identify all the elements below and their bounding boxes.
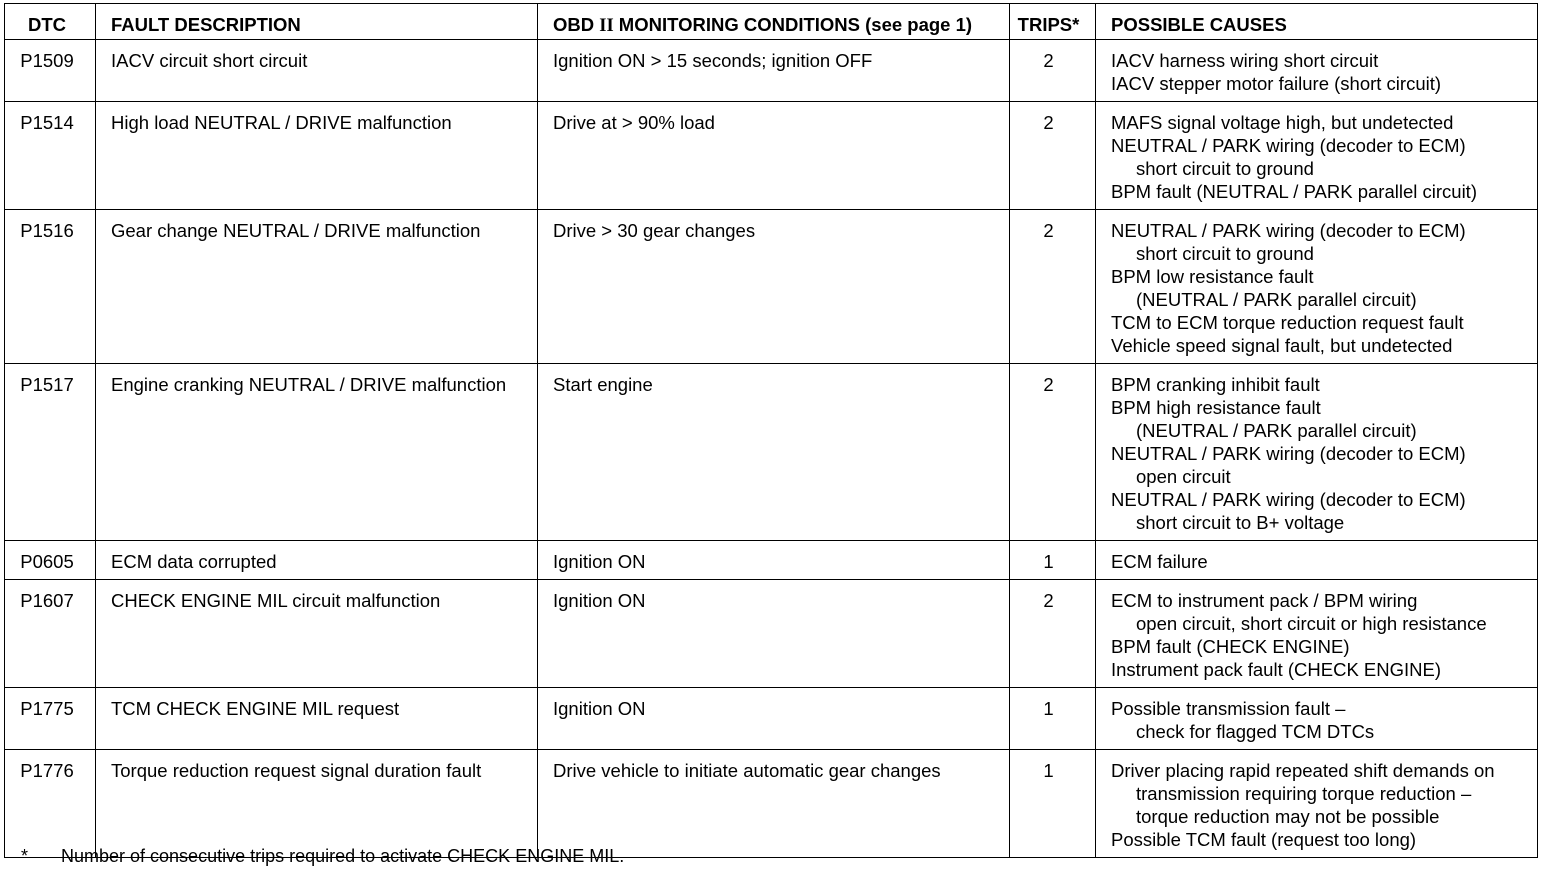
cause-line: short circuit to ground xyxy=(1136,243,1314,264)
table-row xyxy=(5,541,1538,580)
table-header xyxy=(5,4,1538,40)
cause-line: Instrument pack fault (CHECK ENGINE) xyxy=(1111,659,1442,680)
dtc-table xyxy=(4,3,1538,858)
trips-count: 1 xyxy=(1010,750,1096,858)
dtc-code: P1516 xyxy=(5,210,96,364)
cause-line: BPM cranking inhibit fault xyxy=(1111,374,1320,395)
monitoring-conditions: Drive vehicle to initiate automatic gear changes xyxy=(538,750,1010,858)
header-row xyxy=(5,4,1538,40)
header-trips: TRIPS* xyxy=(1010,4,1096,40)
fault-description: IACV circuit short circuit xyxy=(96,40,538,102)
header-obd-prefix: OBD xyxy=(553,14,600,35)
cause-line: NEUTRAL / PARK wiring (decoder to ECM) xyxy=(1111,443,1466,464)
fault-description: CHECK ENGINE MIL circuit malfunction xyxy=(96,580,538,688)
table-row xyxy=(5,40,1538,102)
footnote-text: Number of consecutive trips required to activate CHECK ENGINE MIL. xyxy=(61,846,625,866)
cause-line: Driver placing rapid repeated shift demands on xyxy=(1111,760,1495,781)
cause-line: BPM fault (NEUTRAL / PARK parallel circuit) xyxy=(1111,181,1477,202)
cause-line: NEUTRAL / PARK wiring (decoder to ECM) xyxy=(1111,220,1466,241)
possible-causes xyxy=(1096,541,1538,580)
cause-line: Possible TCM fault (request too long) xyxy=(1111,829,1417,850)
fault-description: Torque reduction request signal duration fault xyxy=(96,750,538,858)
table-row xyxy=(5,580,1538,688)
table-row xyxy=(5,750,1538,858)
monitoring-conditions: Ignition ON xyxy=(538,688,1010,750)
table-body xyxy=(5,40,1538,858)
cause-line: NEUTRAL / PARK wiring (decoder to ECM) xyxy=(1111,135,1466,156)
fault-description: Engine cranking NEUTRAL / DRIVE malfunction xyxy=(96,364,538,541)
dtc-code: P1776 xyxy=(5,750,96,858)
table-row xyxy=(5,210,1538,364)
table-row xyxy=(5,688,1538,750)
dtc-code: P1517 xyxy=(5,364,96,541)
possible-causes xyxy=(1096,102,1538,210)
cause-line: IACV harness wiring short circuit xyxy=(1111,50,1379,71)
monitoring-conditions: Start engine xyxy=(538,364,1010,541)
cause-line: open circuit, short circuit or high resistance xyxy=(1136,613,1487,634)
cause-line: BPM fault (CHECK ENGINE) xyxy=(1111,636,1350,657)
monitoring-conditions: Ignition ON xyxy=(538,580,1010,688)
header-possible-causes: POSSIBLE CAUSES xyxy=(1096,4,1538,40)
dtc-code: P1514 xyxy=(5,102,96,210)
dtc-code: P1509 xyxy=(5,40,96,102)
fault-description: Gear change NEUTRAL / DRIVE malfunction xyxy=(96,210,538,364)
possible-causes xyxy=(1096,750,1538,858)
cause-line: Vehicle speed signal fault, but undetected xyxy=(1111,335,1453,356)
trips-count: 2 xyxy=(1010,40,1096,102)
dtc-code: P1607 xyxy=(5,580,96,688)
possible-causes xyxy=(1096,364,1538,541)
cause-line: (NEUTRAL / PARK parallel circuit) xyxy=(1136,420,1417,441)
trips-count: 2 xyxy=(1010,210,1096,364)
cause-line: short circuit to ground xyxy=(1136,158,1314,179)
cause-line: MAFS signal voltage high, but undetected xyxy=(1111,112,1454,133)
header-obd-roman: II xyxy=(599,16,614,36)
trips-count: 2 xyxy=(1010,364,1096,541)
possible-causes xyxy=(1096,688,1538,750)
trips-count: 2 xyxy=(1010,102,1096,210)
trips-count: 1 xyxy=(1010,688,1096,750)
header-fault-description: FAULT DESCRIPTION xyxy=(96,4,538,40)
cause-line: check for flagged TCM DTCs xyxy=(1136,721,1375,742)
table-row xyxy=(5,102,1538,210)
cause-line: short circuit to B+ voltage xyxy=(1136,512,1345,533)
monitoring-conditions: Drive at > 90% load xyxy=(538,102,1010,210)
fault-description: High load NEUTRAL / DRIVE malfunction xyxy=(96,102,538,210)
table-row xyxy=(5,364,1538,541)
trips-count: 1 xyxy=(1010,541,1096,580)
cause-line: TCM to ECM torque reduction request fault xyxy=(1111,312,1464,333)
dtc-code: P0605 xyxy=(5,541,96,580)
cause-line: NEUTRAL / PARK wiring (decoder to ECM) xyxy=(1111,489,1466,510)
cause-line: open circuit xyxy=(1136,466,1231,487)
footnote xyxy=(21,845,624,867)
cause-line: transmission requiring torque reduction – xyxy=(1136,783,1472,804)
cause-line: BPM low resistance fault xyxy=(1111,266,1314,287)
monitoring-conditions: Ignition ON > 15 seconds; ignition OFF xyxy=(538,40,1010,102)
cause-line: (NEUTRAL / PARK parallel circuit) xyxy=(1136,289,1417,310)
monitoring-conditions: Drive > 30 gear changes xyxy=(538,210,1010,364)
possible-causes xyxy=(1096,580,1538,688)
cause-line: ECM failure xyxy=(1111,551,1208,572)
footnote-marker: * xyxy=(21,846,29,866)
dtc-code: P1775 xyxy=(5,688,96,750)
header-monitoring-conditions xyxy=(538,4,1010,40)
possible-causes xyxy=(1096,40,1538,102)
monitoring-conditions: Ignition ON xyxy=(538,541,1010,580)
possible-causes xyxy=(1096,210,1538,364)
cause-line: Possible transmission fault – xyxy=(1111,698,1346,719)
trips-count: 2 xyxy=(1010,580,1096,688)
header-obd-suffix: MONITORING CONDITIONS (see page 1) xyxy=(613,14,973,35)
fault-description: TCM CHECK ENGINE MIL request xyxy=(96,688,538,750)
cause-line: torque reduction may not be possible xyxy=(1136,806,1440,827)
header-dtc: DTC xyxy=(5,4,96,40)
cause-line: ECM to instrument pack / BPM wiring xyxy=(1111,590,1418,611)
fault-description: ECM data corrupted xyxy=(96,541,538,580)
cause-line: IACV stepper motor failure (short circuit) xyxy=(1111,73,1442,94)
cause-line: BPM high resistance fault xyxy=(1111,397,1321,418)
